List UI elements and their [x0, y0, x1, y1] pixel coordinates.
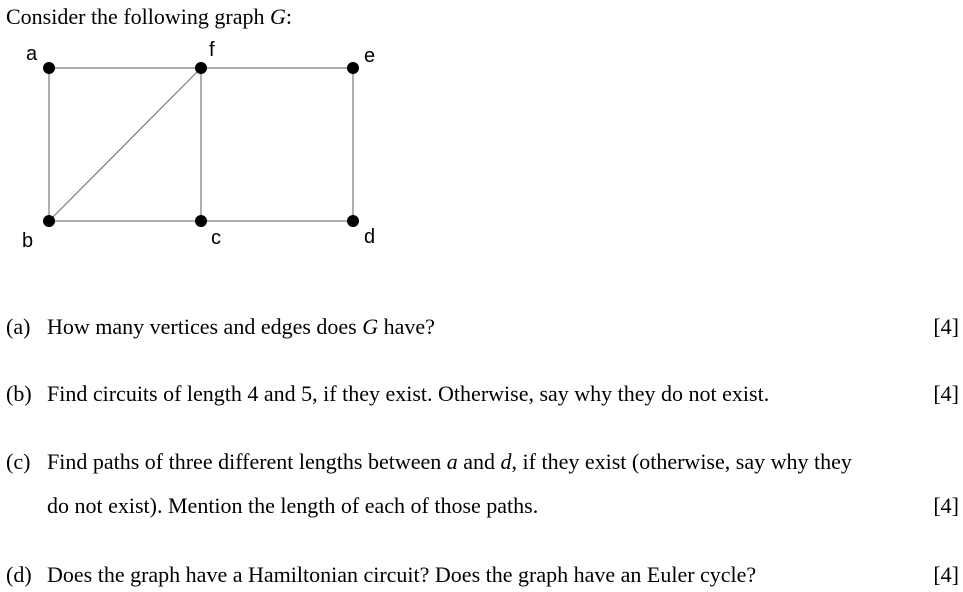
vertex-label-e: e — [364, 45, 376, 67]
question-a-symbol: G — [362, 314, 379, 339]
question-a-text — [47, 312, 435, 342]
question-c-text-line2: do not exist). Mention the length of each of those paths. — [47, 493, 539, 518]
question-c-text-mid: and — [463, 449, 496, 474]
graph-symbol: G — [269, 4, 286, 29]
question-d-marks: [4] — [933, 562, 959, 587]
question-c-text — [47, 447, 852, 477]
vertex-d — [347, 215, 359, 227]
question-b-tag: (b) — [6, 381, 32, 406]
intro-sentence: Consider the following graph — [6, 4, 265, 29]
question-c-tag: (c) — [6, 449, 31, 474]
question-d-tag: (d) — [6, 562, 32, 587]
vertex-f — [195, 62, 207, 74]
question-b — [6, 379, 959, 409]
vertex-label-c: c — [211, 227, 221, 249]
intro-colon: : — [285, 4, 292, 29]
vertex-label-d: d — [364, 226, 376, 248]
question-a-tag: (a) — [6, 314, 31, 339]
question-c-text-post: , if they exist (otherwise, say why they — [511, 449, 852, 474]
question-a-text-pre: How many vertices and edges does — [47, 314, 357, 339]
vertex-label-b: b — [22, 230, 34, 252]
vertex-b — [43, 215, 55, 227]
question-c — [6, 447, 959, 521]
question-a-text-post: have? — [383, 314, 435, 339]
vertex-e — [347, 62, 359, 74]
vertex-label-f: f — [209, 39, 215, 61]
question-b-text: Find circuits of length 4 and 5, if they exist. Otherwise, say why they do not exist. — [47, 381, 770, 406]
question-a-marks: [4] — [933, 314, 959, 339]
edge-b-f — [49, 68, 201, 221]
vertex-c — [195, 215, 207, 227]
question-c-symbol-a: a — [446, 449, 458, 474]
vertex-a — [43, 62, 55, 74]
graph-figure — [0, 0, 420, 270]
question-a — [6, 312, 959, 342]
vertex-label-a: a — [26, 43, 38, 65]
question-c-text-pre: Find paths of three different lengths between — [47, 449, 442, 474]
question-d — [6, 560, 959, 590]
question-d-text: Does the graph have a Hamiltonian circuit? Does the graph have an Euler cycle? — [47, 562, 757, 587]
question-c-marks: [4] — [933, 493, 959, 518]
question-c-symbol-d: d — [500, 449, 512, 474]
question-b-marks: [4] — [933, 381, 959, 406]
